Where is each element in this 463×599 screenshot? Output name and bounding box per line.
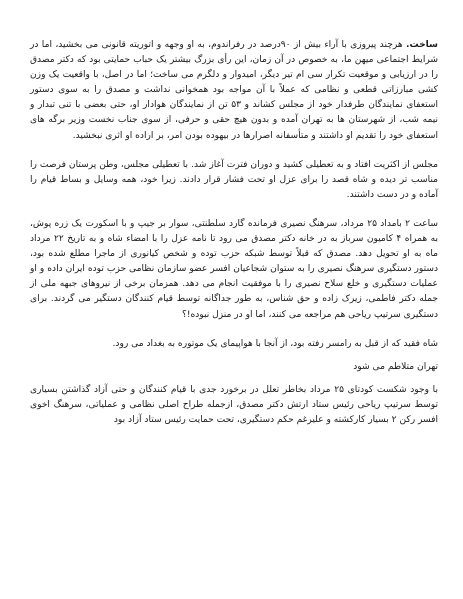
paragraph-3 (30, 217, 438, 323)
paragraph-5 (30, 383, 438, 428)
document-page (30, 38, 438, 442)
paragraph-3-text: ساعت ۲ بامداد ۲۵ مرداد، سرهنگ نصیری فرمانده گارد سلطنتی، سوار بر جیپ و با اسکورت یک زره پوش، به همراه ۴ کامیون سرباز به در خانه دکتر مصدق می رود تا نامه عزل را با امضاء شاه و به تاریخ ۲۲ مرداد ماه به او تحویل دهد. مصدق که قبلاً توسط شبکه حزب توده و شخص کیانوری از ماجرا مطلع شده بود، دستور دستگیری سرهنگ نصیری را به ستوان شجاعیان افسر عضو سازمان نظامی حزب توده ایران داده و او عملیات دستگیری و خلع سلاح نصیری را با موفقیت انجام می دهد. همزمان برخی از نیروهای جبهه ملی از جمله دکتر فاطمی، زیرک زاده و حق شناس، به طور جداگانه توسط قیام کنندگان دستگیر می گردند. برای دستگیری سرتیپ ریاحی هم مراجعه می کنند، اما او در منزل نبوده!؟ (30, 218, 439, 320)
paragraph-2 (30, 158, 438, 203)
paragraph-1-text: هرچند پیروزی با آراء بیش از ۹۰درصد در رفراندوم، به او وجهه و اتوریته قانونی می بخشید، اما در شرایط اجتماعی میهن ما، به خصوص در آن زمان، این رأی بزرگ بیشتر یک حباب حمایتی بود که دکتر مصدق را در ارزیابی و موقعیت تکرار سی ام تیر دیگر، امیدوار و دلگرم می ساخت؛ اما در اصل، با واقعیت یک وزن کشی مبارزاتی قطعی و نظامی که عملاً با آن مواجه بود همخوانی نداشت و مصدق را به سوی دستور استعفای نمایندگان طرفدار خود از مجلس کشاند و ۵۳ تن از نمایندگان هوادار او، حتی بعضی با تنی تبدار و نیمه شب، از شهرستان ها به تهران آمده و بدون هیچ حقی و حرفی، از سوی جناب نخست وزیر برگه های استعفای خود را تقدیم او داشتند و متأسفانه اصرارها در بیهوده بودن امر، بر اراده او اثری نبخشید. (30, 40, 438, 141)
section-heading (30, 360, 438, 375)
paragraph-5-text: با وجود شکست کودتای ۲۵ مرداد بخاطر تعلل در برخورد جدی با قیام کنندگان و حتی آزاد گذاشتن بسیاری توسط سرتیپ ریاحی رئیس ستاد ارتش دکتر مصدق، ازجمله طراح اصلی نظامی و عملیاتی، سرهنگ اخوی افسر رکن ۲ بسیار کارکشته و علیرغم حکم دستگیری، تحت حمایت رئیس ستاد آزاد بود (30, 384, 438, 425)
paragraph-4 (30, 337, 438, 352)
paragraph-4-text: شاه فقید که از قبل به رامسر رفته بود، از آنجا با هواپیمای یک موتوره به بغداد می رود. (112, 338, 438, 349)
paragraph-1-lead: ساخت. (406, 40, 438, 50)
section-heading-text: تهران متلاطم می شود (353, 361, 438, 372)
paragraph-2-text: مجلس از اکثریت افتاد و به تعطیلی کشید و دوران فترت آغاز شد. با تعطیلی مجلس، وطن پرستان فرصت را مناسب تر دیده و شاه قصد را برای عزل او تحت فشار قرار دادند. زیرا خود، همه وسایل و بساط قیام را آماده و در دست داشتند. (30, 159, 438, 200)
paragraph-1 (30, 38, 438, 144)
